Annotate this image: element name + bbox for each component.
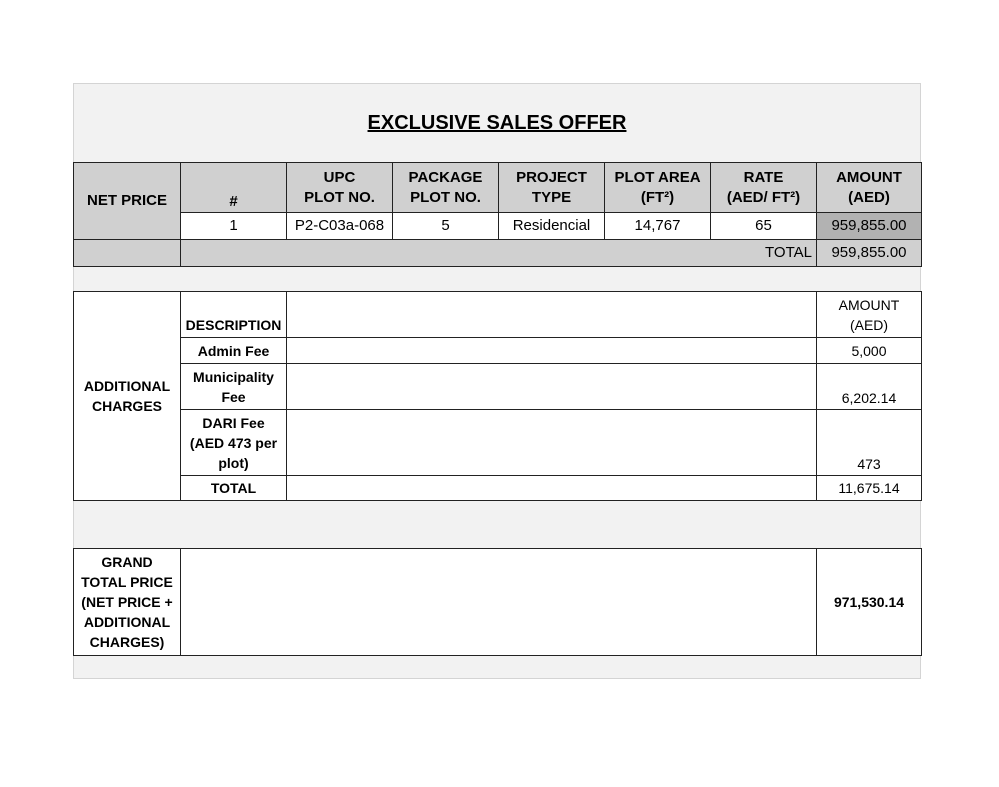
additional-charges-table xyxy=(73,291,922,501)
grand-total-table xyxy=(73,548,922,656)
charge-description: Municipality Fee xyxy=(181,364,287,410)
header-plot-area: PLOT AREA (FT²) xyxy=(605,163,711,213)
blank-cell xyxy=(181,549,817,656)
additional-total-label: TOTAL xyxy=(181,476,287,501)
header-upc-plot-no: UPC PLOT NO. xyxy=(287,163,393,213)
header-amount: AMOUNT (AED) xyxy=(817,163,922,213)
additional-charges-label: ADDITIONAL CHARGES xyxy=(74,292,181,501)
charge-amount: 6,202.14 xyxy=(817,364,922,410)
net-price-total-row xyxy=(74,240,922,267)
net-price-table xyxy=(73,162,922,267)
additional-total-value: 11,675.14 xyxy=(817,476,922,501)
header-number: # xyxy=(181,163,287,213)
blank-cell xyxy=(287,410,817,476)
grand-total-label: GRAND TOTAL PRICE (NET PRICE + ADDITIONAL CHARGES) xyxy=(74,549,181,656)
page-title: EXCLUSIVE SALES OFFER xyxy=(367,112,627,134)
row-amount: 959,855.00 xyxy=(817,213,922,240)
net-price-total-value: 959,855.00 xyxy=(817,240,922,267)
charge-amount: 473 xyxy=(817,410,922,476)
grand-total-value: 971,530.14 xyxy=(817,549,922,656)
charge-description: DARI Fee (AED 473 per plot) xyxy=(181,410,287,476)
charge-description: Admin Fee xyxy=(181,338,287,364)
blank-cell xyxy=(287,292,817,338)
blank-cell xyxy=(287,338,817,364)
table-row xyxy=(74,410,922,476)
net-price-header-row xyxy=(74,163,922,213)
additional-header-row xyxy=(74,292,922,338)
description-header: DESCRIPTION xyxy=(181,292,287,338)
blank-cell xyxy=(287,476,817,501)
additional-total-row xyxy=(74,476,922,501)
header-project-type: PROJECT TYPE xyxy=(499,163,605,213)
blank-cell xyxy=(287,364,817,410)
header-rate: RATE (AED/ FT²) xyxy=(711,163,817,213)
amount-header: AMOUNT (AED) xyxy=(817,292,922,338)
header-package-plot-no: PACKAGE PLOT NO. xyxy=(393,163,499,213)
row-package-plot-no: 5 xyxy=(393,213,499,240)
net-price-total-label: TOTAL xyxy=(181,240,817,267)
table-row xyxy=(74,338,922,364)
net-price-label-spacer xyxy=(74,240,181,267)
row-rate: 65 xyxy=(711,213,817,240)
grand-total-row xyxy=(74,549,922,656)
table-row xyxy=(74,364,922,410)
row-upc-plot-no: P2-C03a-068 xyxy=(287,213,393,240)
row-plot-area: 14,767 xyxy=(605,213,711,240)
row-project-type: Residencial xyxy=(499,213,605,240)
table-row xyxy=(74,213,922,240)
row-number: 1 xyxy=(181,213,287,240)
net-price-label: NET PRICE xyxy=(74,163,181,240)
charge-amount: 5,000 xyxy=(817,338,922,364)
